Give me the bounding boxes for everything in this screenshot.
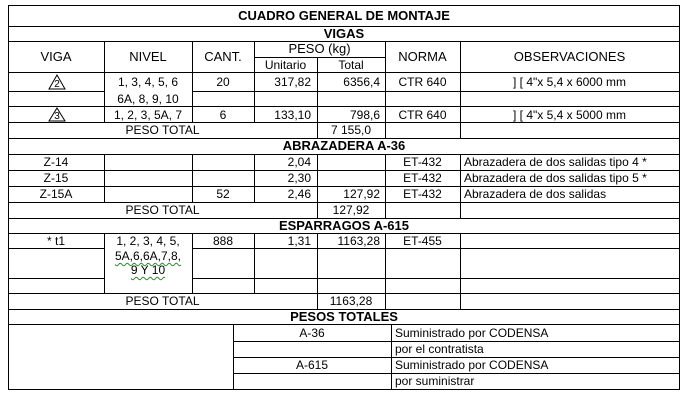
abrazadera-z15a-viga: Z-15A [39,187,73,201]
abrazadera-z15-obs: Abrazadera de dos salidas tipo 5 * [464,171,647,185]
viga-3-cant: 6 [219,108,227,122]
esparrago-t1-unitario: 1,31 [287,234,311,248]
esparragos-peso-total: 1163,28 [329,294,373,308]
header-norma: NORMA [398,49,447,64]
viga-2-nivel-cont: 6A, 8, 9, 10 [117,92,179,106]
header-viga: VIGA [40,49,72,64]
viga-2-obs: ] [ 4"x 5,4 x 6000 mm [513,75,626,89]
rule [460,233,461,309]
viga-2-label: 2 [54,79,60,90]
abrazadera-z15a-cant: 52 [216,187,230,201]
rule [8,72,680,73]
rule [8,106,680,107]
vigas-peso-total-label: PESO TOTAL [125,123,200,137]
esparrago-t1-cant: 888 [212,234,234,248]
rule [679,5,680,390]
rule [8,278,104,279]
rule [104,154,105,202]
rule [8,324,680,325]
header-nivel: NIVEL [129,49,167,64]
viga-2-nivel: 1, 3, 4, 5, 6 [117,75,179,89]
rule [192,91,680,92]
rule [192,248,680,249]
esparrago-t1-viga: * t1 [46,234,65,248]
esparrago-t1-nivel-line3-text: 9 Y 10 [130,263,166,277]
viga-2-cant: 20 [216,75,230,89]
esparrago-t1-nivel-line2-text: 5A,6,6A,7,8, [114,249,182,263]
header-cant: CANT. [204,49,242,64]
viga-3-triangle-icon [48,107,66,122]
header-total: Total [338,58,364,72]
viga-2-total: 6356,4 [343,75,380,89]
rule [8,389,680,390]
abrazadera-z15a-norma: ET-432 [403,187,442,201]
viga-3-label: 3 [54,111,60,122]
abrazadera-z14-obs: Abrazadera de dos salidas tipo 4 * [464,155,647,169]
viga-2-triangle-icon [48,74,66,90]
pesos-totales-a36-material: A-36 [299,326,325,340]
abrazadera-z14-viga: Z-14 [43,155,69,169]
pesos-totales-a615-line2: por suministrar [395,374,475,388]
header-unitario: Unitario [264,58,307,72]
esparrago-t1-norma: ET-455 [403,234,442,248]
abrazadera-z15a-obs: Abrazadera de dos salidas [464,187,607,201]
rule [8,5,680,6]
section-title-vigas: VIGAS [323,26,365,41]
header-peso: PESO (kg) [288,41,351,56]
abrazadera-z15a-unitario: 2,46 [287,187,311,201]
section-title-pesos-totales: PESOS TOTALES [290,309,398,324]
vigas-peso-total: 7 155,0 [330,123,372,137]
esparrago-t1-nivel-line3 [104,263,192,277]
viga-2-norma: CTR 640 [398,75,447,89]
abrazadera-peso-total: 127,92 [332,203,370,217]
esparrago-t1-total: 1163,28 [337,234,380,248]
viga-3-nivel: 1, 2, 3, 5A, 7 [113,108,183,122]
abrazadera-z15-viga: Z-15 [43,171,69,185]
header-observaciones: OBSERVACIONES [513,49,626,64]
pesos-totales-a615-material: A-615 [295,358,329,372]
rule [391,324,392,389]
viga-3-total: 798,6 [349,108,380,122]
pesos-totales-a36-line2: por el contratista [395,342,484,356]
rule [8,91,104,92]
rule [192,278,680,279]
abrazadera-z15-unitario: 2,30 [287,171,311,185]
esparrago-t1-nivel-line2 [104,249,192,263]
rule [460,154,461,218]
pesos-totales-a615-line1: Suministrado por CODENSA [395,358,549,372]
viga-3-norma: CTR 640 [398,108,447,122]
section-title-abrazadera: ABRAZADERA A-36 [282,138,406,153]
viga-3-obs: ] [ 4"x 5,4 x 5000 mm [513,108,626,122]
montaje-table [8,5,680,394]
esparrago-t1-nivel-line1: 1, 2, 3, 4, 5, [116,234,180,248]
pesos-totales-a36-line1: Suministrado por CODENSA [395,326,549,340]
abrazadera-peso-total-label: PESO TOTAL [125,203,200,217]
viga-2-unitario: 317,82 [274,75,311,89]
section-title-esparragos: ESPARRAGOS A-615 [278,218,410,233]
abrazadera-z14-unitario: 2,04 [287,155,311,169]
table-title: CUADRO GENERAL DE MONTAJE [238,8,450,23]
abrazadera-z15-norma: ET-432 [403,171,442,185]
abrazadera-z15a-total: 127,92 [343,187,380,201]
esparragos-peso-total-label: PESO TOTAL [125,294,200,308]
rule [8,248,104,249]
abrazadera-z14-norma: ET-432 [403,155,442,169]
viga-3-unitario: 133,10 [274,108,311,122]
